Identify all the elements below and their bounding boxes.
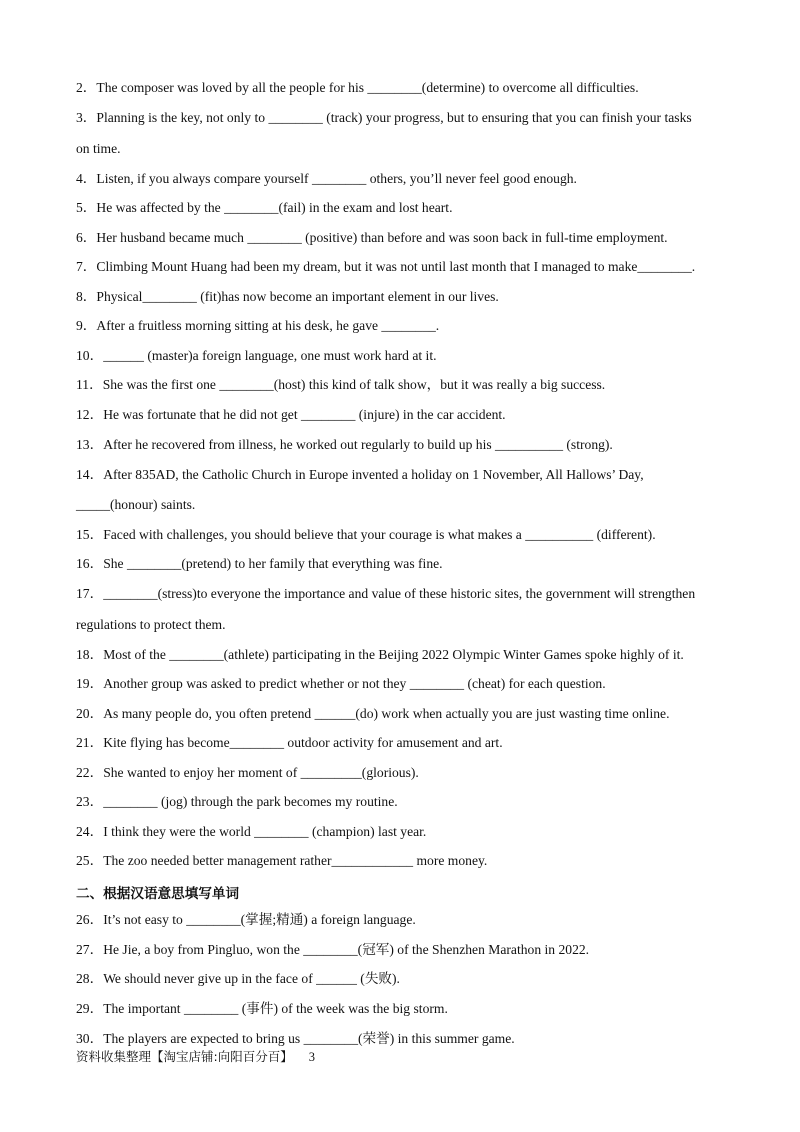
question-10: 10．______ (master)a foreign language, one must work hard at it.: [76, 348, 437, 363]
question-25: 25．The zoo needed better management rather____________ more money.: [76, 853, 488, 868]
question-18: 18．Most of the ________(athlete) participating in the Beijing 2022 Olympic Winter Games spoke highly of it.: [76, 647, 684, 662]
question-28: 28．We should never give up in the face of ______ (失败).: [76, 971, 400, 986]
question-3-continued: on time.: [76, 141, 121, 156]
page-footer: [76, 1047, 315, 1065]
question-17-continued: regulations to protect them.: [76, 617, 226, 632]
question-12: 12．He was fortunate that he did not get ________ (injure) in the car accident.: [76, 407, 506, 422]
question-4: 4．Listen, if you always compare yourself ________ others, you’ll never feel good enough.: [76, 171, 577, 186]
question-24: 24．I think they were the world ________ (champion) last year.: [76, 824, 427, 839]
question-26: 26．It’s not easy to ________(掌握;精通) a foreign language.: [76, 912, 416, 927]
question-5: 5．He was affected by the ________(fail) in the exam and lost heart.: [76, 200, 453, 215]
question-9: 9．After a fruitless morning sitting at his desk, he gave ________.: [76, 318, 440, 333]
question-30: 30．The players are expected to bring us ________(荣誉) in this summer game.: [76, 1031, 515, 1046]
question-14-continued: _____(honour) saints.: [76, 497, 196, 512]
question-19: 19．Another group was asked to predict whether or not they ________ (cheat) for each question.: [76, 676, 606, 691]
question-27: 27．He Jie, a boy from Pingluo, won the ________(冠军) of the Shenzhen Marathon in 2022.: [76, 942, 590, 957]
question-8: 8．Physical________ (fit)has now become an important element in our lives.: [76, 289, 499, 304]
footer-source: 资料收集整理【淘宝店铺:向阳百分百】: [76, 1049, 293, 1064]
question-23: 23．________ (jog) through the park becomes my routine.: [76, 794, 398, 809]
question-22: 22．She wanted to enjoy her moment of _________(glorious).: [76, 765, 419, 780]
question-29: 29．The important ________ (事件) of the week was the big storm.: [76, 1001, 448, 1016]
question-6: 6．Her husband became much ________ (positive) than before and was soon back in full-time employment.: [76, 230, 668, 245]
question-2: 2．The composer was loved by all the people for his ________(determine) to overcome all difficulties.: [76, 80, 639, 95]
question-16: 16．She ________(pretend) to her family that everything was fine.: [76, 556, 443, 571]
question-11: 11．She was the first one ________(host) this kind of talk show，but it was really a big success.: [76, 377, 606, 392]
question-17: 17．________(stress)to everyone the importance and value of these historic sites, the government will strengthen: [76, 586, 696, 601]
question-7: 7．Climbing Mount Huang had been my dream, but it was not until last month that I managed to make________.: [76, 259, 696, 274]
question-13: 13．After he recovered from illness, he worked out regularly to build up his __________ (strong).: [76, 437, 613, 452]
question-15: 15．Faced with challenges, you should believe that your courage is what makes a __________ (different).: [76, 527, 656, 542]
section-heading: 二、根据汉语意思填写单词: [76, 886, 240, 902]
question-21: 21．Kite flying has become________ outdoor activity for amusement and art.: [76, 735, 503, 750]
question-14: 14．After 835AD, the Catholic Church in Europe invented a holiday on 1 November, All Hallows’ Day,: [76, 467, 644, 482]
page-number: 3: [308, 1050, 315, 1064]
question-20: 20．As many people do, you often pretend ______(do) work when actually you are just wasting time online.: [76, 706, 670, 721]
question-3: 3．Planning is the key, not only to ________ (track) your progress, but to ensuring that you can finish your tasks: [76, 110, 692, 125]
